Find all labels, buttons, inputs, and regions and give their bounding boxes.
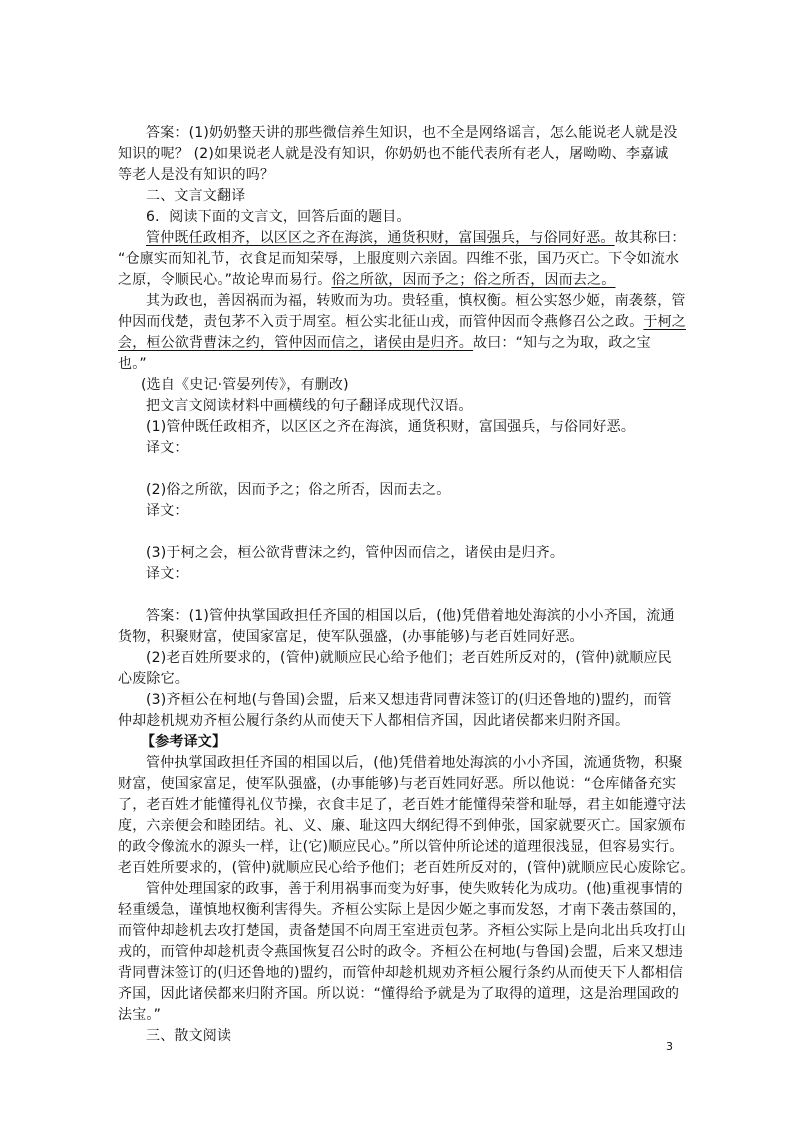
translation-text	[146, 879, 683, 900]
translation-text	[118, 1005, 161, 1026]
text-segment: 译文：	[146, 503, 189, 519]
text-segment: 了，老百姓才能懂得礼仪节操，衣食丰足了，老百姓才能懂得荣誉和耻辱，君主如能遵守法	[118, 797, 686, 813]
text-line	[118, 312, 686, 333]
text-line	[146, 123, 678, 144]
text-segment: 老百姓所要求的，(管仲)就顺应民心给予他们；老百姓所反对的，(管仲)就顺应民心废除它。	[118, 860, 695, 876]
sub-question-1	[146, 417, 635, 438]
text-segment: 管仲处理国家的政事，善于利用祸事而变为好事，使失败转化为成功。(他)重视事情的	[146, 881, 683, 897]
text-segment: 戎的，而管仲却趁机责令燕国恢复召公时的政令。齐桓公在柯地(与鲁国)会盟，后来又想违	[118, 944, 684, 960]
text-segment: 【参考译文】	[141, 734, 227, 750]
text-line	[118, 354, 147, 375]
underlined-text: 于柯之	[643, 314, 687, 330]
text-segment: 把文言文阅读材料中画横线的句子翻译成现代汉语。	[146, 398, 473, 414]
section-heading	[146, 1026, 231, 1047]
text-segment: (3)于柯之会，桓公欲背曹沫之约，管仲因而信之，诸侯由是归齐。	[146, 545, 565, 561]
answer-text	[118, 627, 584, 648]
translation-text	[118, 858, 694, 879]
text-segment: 仲因而伐楚，责包茅不入贡于周室。桓公实北征山戎，而管仲因而令燕修召公之政。	[118, 314, 644, 330]
text-segment: 答案：(1)管仲执掌国政担任齐国的相国以后，(他)凭借着地处海滨的小小齐国，流通	[146, 608, 675, 624]
text-segment: 轻重缓急，谨慎地权衡利害得失。齐桓公实际上是因少姬之事而发怒，才南下袭击蔡国的，	[118, 902, 686, 918]
text-segment: 财富，使国家富足，使军队强盛，(办事能够)与老百姓同好恶。所以他说：“仓库储备充实	[118, 776, 677, 792]
text-segment: 心废除它。	[118, 671, 189, 687]
text-segment: 的政令像流水的源头一样，让(它)顺应民心。”所以管仲所论述的道理很浅显，但容易实行。	[118, 839, 684, 855]
text-line	[118, 270, 615, 291]
text-line	[118, 165, 274, 186]
translation-text	[118, 795, 686, 816]
answer-text	[118, 669, 189, 690]
text-line	[118, 144, 668, 165]
text-segment: 货物，积聚财富，使国家富足，使军队强盛，(办事能够)与老百姓同好恶。	[118, 629, 584, 645]
translation-text	[118, 774, 676, 795]
answer-label	[146, 564, 189, 585]
underlined-text: 管仲既任政相齐，以区区之齐在海滨，通货积财，富国强兵，与俗同好恶。	[146, 230, 615, 246]
translation-text	[146, 753, 683, 774]
translation-text	[118, 963, 683, 984]
text-segment: 知识的呢？ (2)如果说老人就是没有知识，你奶奶也不能代表所有老人，屠呦呦、李嘉诚	[118, 146, 669, 162]
sub-question-3	[146, 543, 564, 564]
translation-text	[118, 816, 686, 837]
translation-text	[118, 900, 686, 921]
text-segment: 三、散文阅读	[146, 1028, 232, 1044]
text-segment: 之原，令顺民心。”故论卑而易行。	[118, 272, 332, 288]
answer-label	[146, 501, 189, 522]
text-line	[118, 333, 651, 354]
text-line	[146, 228, 686, 249]
text-line	[146, 291, 686, 312]
text-segment: 而管仲却趁机去攻打楚国，责备楚国不向周王室进贡包茅。齐桓公实际上是向北出兵攻打山	[118, 923, 686, 939]
text-segment: (3)齐桓公在柯地(与鲁国)会盟，后来又想违背同曹沫签订的(归还鲁地的)盟约，而管	[146, 692, 672, 708]
answer-text	[146, 648, 672, 669]
text-segment: “仓廪实而知礼节，衣食足而知荣辱，上服度则六亲固。四维不张，国乃灭亡。下令如流水	[118, 251, 680, 267]
text-segment: 管仲执掌国政担任齐国的相国以后，(他)凭借着地处海滨的小小齐国，流通货物，积聚	[146, 755, 683, 771]
sub-question-2	[146, 480, 450, 501]
translation-text	[118, 837, 684, 858]
section-heading	[146, 186, 245, 207]
text-segment: 也。”	[118, 356, 147, 372]
text-segment: 答案：(1)奶奶整天讲的那些微信养生知识，也不全是网络谣言，怎么能说老人就是没	[146, 125, 678, 141]
text-segment: 译文：	[146, 440, 189, 456]
text-line	[118, 249, 679, 270]
text-segment: (2)俗之所欲，因而予之；俗之所否，因而去之。	[146, 482, 451, 498]
instruction	[146, 396, 473, 417]
answer-text	[146, 606, 675, 627]
text-segment: 法宝。”	[118, 1007, 162, 1023]
text-segment: 度，六亲便会和睦团结。礼、义、廉、耻这四大纲纪得不到伸张，国家就要灭亡。国家颁布	[118, 818, 686, 834]
translation-text	[118, 921, 686, 942]
text-segment: 仲却趁机规劝齐桓公履行条约从而使天下人都相信齐国，因此诸侯都来归附齐国。	[118, 713, 630, 729]
underlined-text: 会，桓公欲背曹沫之约，管仲因而信之，诸侯由是归齐。	[118, 335, 473, 351]
text-segment: 齐国，因此诸侯都来归附齐国。所以说：“懂得给予就是为了取得的道理，这是治理国政的	[118, 986, 680, 1002]
text-segment: 译文：	[146, 566, 189, 582]
text-segment: 等老人是没有知识的吗？	[118, 167, 275, 183]
translation-text	[118, 984, 679, 1005]
page-number: 3	[666, 1040, 673, 1053]
text-segment: (选自《史记·管晏列传》，有删改)	[141, 377, 349, 393]
answer-label	[146, 438, 189, 459]
reference-heading	[141, 732, 226, 753]
text-segment: 其为政也，善因祸而为福，转败而为功。贵轻重，慎权衡。桓公实怒少姬，南袭蔡，管	[146, 293, 686, 309]
text-segment: 故曰：“知与之为取，政之宝	[473, 335, 651, 351]
source-note	[141, 375, 349, 396]
underlined-text: 俗之所欲，因而予之；俗之所否，因而去之。	[331, 272, 616, 288]
translation-text	[118, 942, 683, 963]
answer-text	[146, 690, 672, 711]
text-segment: (2)老百姓所要求的，(管仲)就顺应民心给予他们；老百姓所反对的，(管仲)就顺应民	[146, 650, 672, 666]
text-segment: 6．阅读下面的文言文，回答后面的题目。	[146, 209, 411, 225]
text-segment: 背同曹沫签订的(归还鲁地的)盟约，而管仲却趁机规劝齐桓公履行条约从而使天下人都相信	[118, 965, 684, 981]
text-segment: (1)管仲既任政相齐，以区区之齐在海滨，通货积财，富国强兵，与俗同好恶。	[146, 419, 636, 435]
answer-text	[118, 711, 629, 732]
text-segment: 故其称曰：	[614, 230, 686, 246]
text-segment: 二、文言文翻译	[146, 188, 246, 204]
question-prompt	[146, 207, 411, 228]
